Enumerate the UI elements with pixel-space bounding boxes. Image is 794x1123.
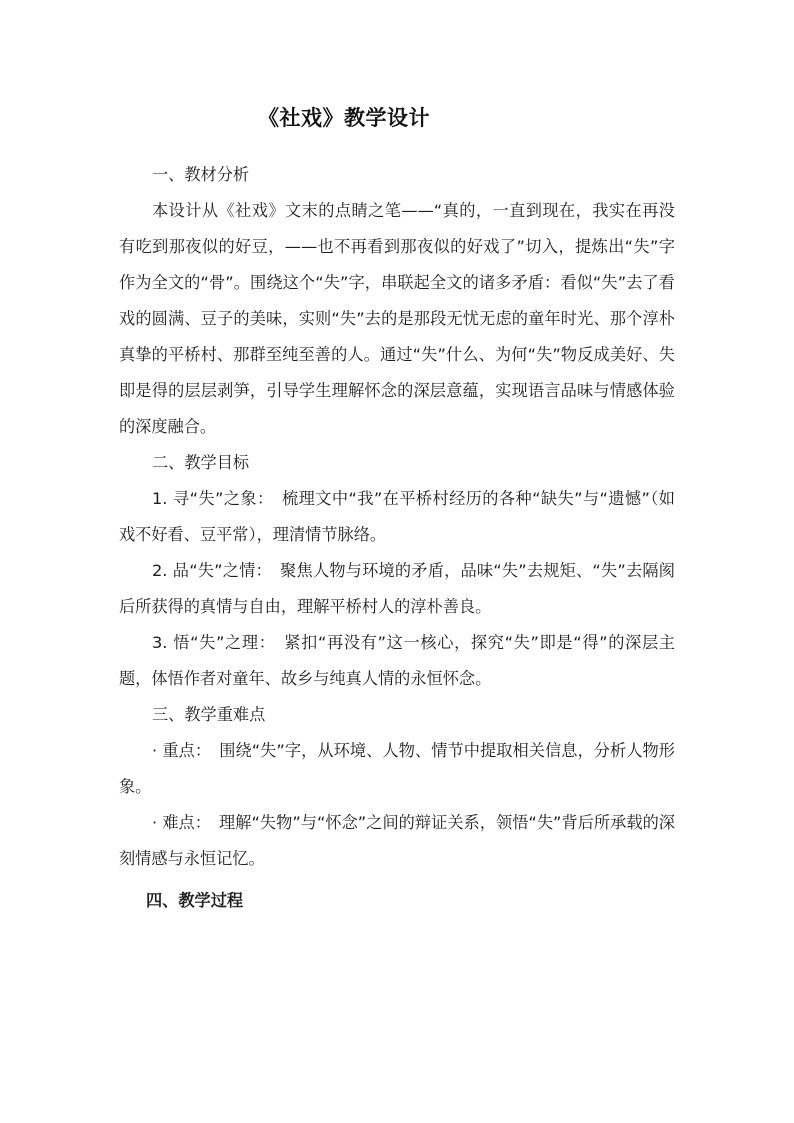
key-point-item [119, 733, 675, 805]
goal-label: 1. 寻“失”之象： [152, 489, 274, 508]
point-label: · 难点： [152, 813, 211, 832]
document-title: 《社戏》教学设计 [258, 106, 430, 130]
goal-text: 聚焦人物与环境的矛盾，品味“失”去规矩、“失”去隔阂后所获得的真情与自由，理解平桥村人的淳朴善良。 [119, 561, 675, 616]
goal-text: 梳理文中“我”在平桥村经历的各种“缺失”与“遗憾”（如戏不好看、豆平常），理清情节脉络。 [119, 489, 675, 544]
point-text: 围绕“失”字，从环境、人物、情节中提取相关信息，分析人物形象。 [119, 741, 675, 796]
goal-label: 3. 悟“失”之理： [152, 633, 276, 652]
point-label: · 重点： [152, 741, 212, 760]
textbook-analysis-paragraph: 本设计从《社戏》文末的点睛之笔——“真的，一直到现在，我实在再没有吃到那夜似的好豆，——也不再看到那夜似的好戏了”切入，提炼出“失”字作为全文的“骨”。围绕这个“失”字，串联起全文的诸多矛盾：看似“失”去了看戏的圆满、豆子的美味，实则“失”去的是那段无忧无虑的童年时光、那个淳朴真挚的平桥村、那群至纯至善的人。通过“失”什么、为何“失”物反成美好、失即是得的层层剥笋，引导学生理解怀念的深层意蕴，实现语言品味与情感体验的深度融合。 [119, 201, 675, 436]
section-heading-teaching-process: 四、教学过程 [146, 891, 244, 910]
document-body [119, 157, 675, 919]
goal-item-2 [119, 553, 675, 625]
difficulty-item [119, 805, 675, 877]
point-text: 理解“失物”与“怀念”之间的辩证关系，领悟“失”背后所承载的深刻情感与永恒记忆。 [119, 813, 675, 868]
section-heading-textbook-analysis: 一、教材分析 [152, 165, 250, 184]
section-heading-teaching-goals: 二、教学目标 [152, 453, 250, 472]
section-heading-key-difficulties: 三、教学重难点 [152, 705, 266, 724]
goal-text: 紧扣“再没有”这一核心，探究“失”即是“得”的深层主题，体悟作者对童年、故乡与纯真人情的永恒怀念。 [119, 633, 675, 688]
goal-label: 2. 品“失”之情： [152, 561, 272, 580]
goal-item-1 [119, 481, 675, 553]
goal-item-3 [119, 625, 675, 697]
